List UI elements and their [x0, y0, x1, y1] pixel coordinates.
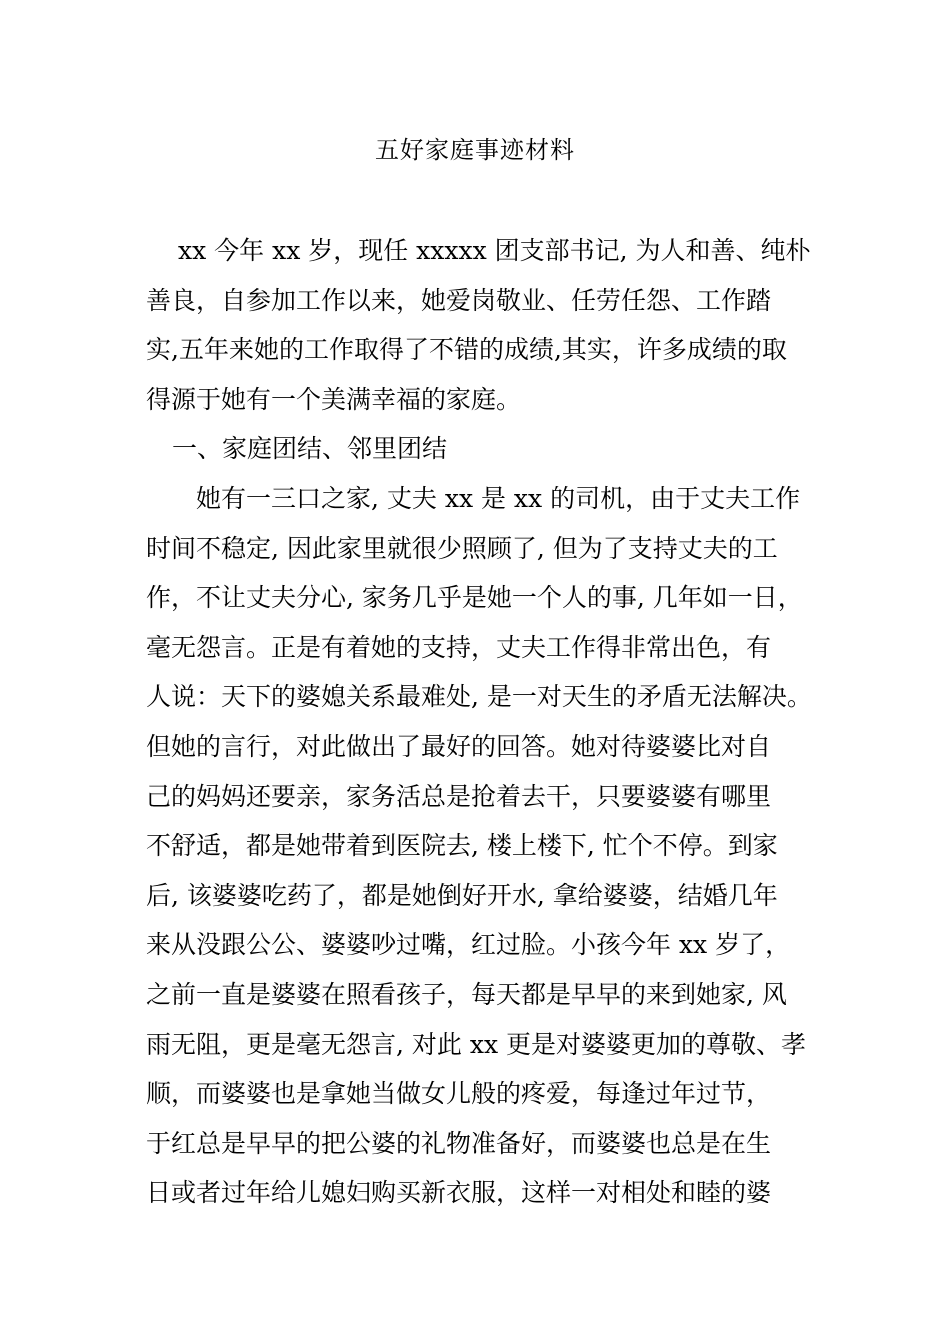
paragraph-line: 得源于她有一个美满幸福的家庭。 [146, 384, 522, 414]
paragraph-line: 不舒适，都是她带着到医院去, 楼上楼下, 忙个不停。到家 [146, 831, 778, 861]
paragraph-line: 后, 该婆婆吃药了，都是她倒好开水, 拿给婆婆，结婚几年 [146, 880, 778, 910]
paragraph-line: 日或者过年给儿媳妇购买新衣服，这样一对相处和睦的婆 [146, 1178, 772, 1208]
paragraph-line: 雨无阻，更是毫无怨言, 对此 xx 更是对婆婆更加的尊敬、孝 [146, 1029, 806, 1059]
paragraph-line: 于红总是早早的把公婆的礼物准备好，而婆婆也总是在生 [146, 1128, 772, 1158]
paragraph-line: 作，不让丈夫分心, 家务几乎是她一个人的事, 几年如一日， [146, 583, 803, 613]
section-heading: 一、家庭团结、邻里团结 [172, 434, 448, 464]
paragraph-line: 善良，自参加工作以来，她爱岗敬业、任劳任怨、工作踏 [146, 285, 772, 315]
paragraph-line: 己的妈妈还要亲，家务活总是抢着去干，只要婆婆有哪里 [146, 781, 772, 811]
paragraph-line: 她有一三口之家, 丈夫 xx 是 xx 的司机，由于丈夫工作 [196, 483, 801, 513]
paragraph-line: xx 今年 xx 岁，现任 xxxxx 团支部书记, 为人和善、纯朴 [178, 236, 811, 265]
paragraph-line: 顺，而婆婆也是拿她当做女儿般的疼爱，每逢过年过节， [146, 1079, 772, 1109]
document-body [0, 226, 950, 1218]
paragraph-line: 时间不稳定, 因此家里就很少照顾了, 但为了支持丈夫的工 [146, 533, 778, 563]
paragraph-line: 之前一直是婆婆在照看孩子，每天都是早早的来到她家, 风 [146, 979, 787, 1009]
paragraph-line: 实,五年来她的工作取得了不错的成绩,其实，许多成绩的取 [146, 335, 787, 365]
document-title: 五好家庭事迹材料 [375, 136, 575, 164]
paragraph-line: 人说：天下的婆媳关系最难处, 是一对天生的矛盾无法解决。 [146, 682, 812, 712]
paragraph-line: 来从没跟公公、婆婆吵过嘴，红过脸。小孩今年 xx 岁了， [146, 930, 791, 960]
paragraph-line: 但她的言行，对此做出了最好的回答。她对待婆婆比对自 [146, 731, 772, 761]
paragraph-line: 毫无怨言。正是有着她的支持，丈夫工作得非常出色，有 [146, 632, 772, 662]
